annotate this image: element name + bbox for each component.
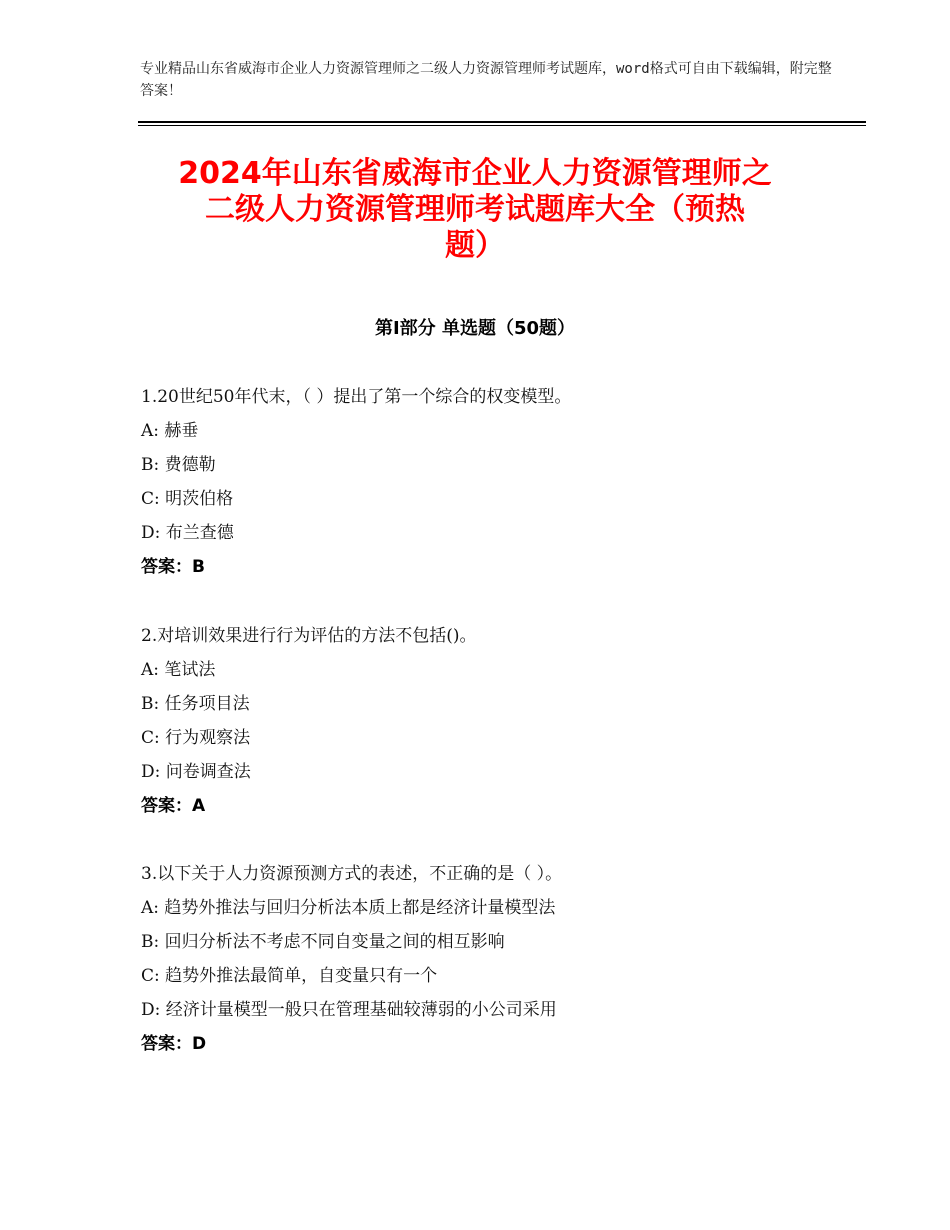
question-1 — [141, 380, 861, 584]
answer: 答案：A — [141, 796, 206, 816]
answer: 答案：B — [141, 557, 205, 577]
option-b: B: 回归分析法不考虑不同自变量之间的相互影响 — [141, 932, 505, 952]
option-d: D: 经济计量模型一般只在管理基础较薄弱的小公司采用 — [141, 1000, 557, 1020]
option-a: A: 赫垂 — [141, 421, 199, 441]
document-title-line-1: 2024年山东省威海市企业人力资源管理师之 — [178, 156, 772, 191]
option-b: B: 费德勒 — [141, 455, 216, 475]
question-3 — [141, 857, 861, 1061]
document-title-line-3: 题） — [445, 228, 505, 263]
question-stem: 3.以下关于人力资源预测方式的表述，不正确的是（ ）。 — [141, 864, 563, 884]
option-d: D: 布兰查德 — [141, 523, 234, 543]
option-a: A: 笔试法 — [141, 660, 216, 680]
header-divider-thick — [138, 121, 866, 123]
option-b: B: 任务项目法 — [141, 694, 250, 714]
answer: 答案：D — [141, 1034, 207, 1054]
question-2 — [141, 619, 861, 823]
question-stem: 1.20世纪50年代末，（ ）提出了第一个综合的权变模型。 — [141, 387, 572, 407]
option-c: C: 行为观察法 — [141, 728, 251, 748]
option-d: D: 问卷调查法 — [141, 762, 251, 782]
option-c: C: 明茨伯格 — [141, 489, 234, 509]
header-divider-thin — [138, 125, 866, 126]
section-title: 第Ⅰ部分 单选题（50题） — [374, 318, 575, 339]
option-c: C: 趋势外推法最简单，自变量只有一个 — [141, 966, 438, 986]
document-title — [138, 156, 812, 264]
option-a: A: 趋势外推法与回归分析法本质上都是经济计量模型法 — [141, 898, 556, 918]
header-note: 专业精品山东省威海市企业人力资源管理师之二级人力资源管理师考试题库，word格式可自由下载编辑，附完整答案！ — [140, 61, 832, 99]
document-title-line-2: 二级人力资源管理师考试题库大全（预热 — [205, 192, 745, 227]
question-stem: 2.对培训效果进行行为评估的方法不包括()。 — [141, 626, 477, 646]
